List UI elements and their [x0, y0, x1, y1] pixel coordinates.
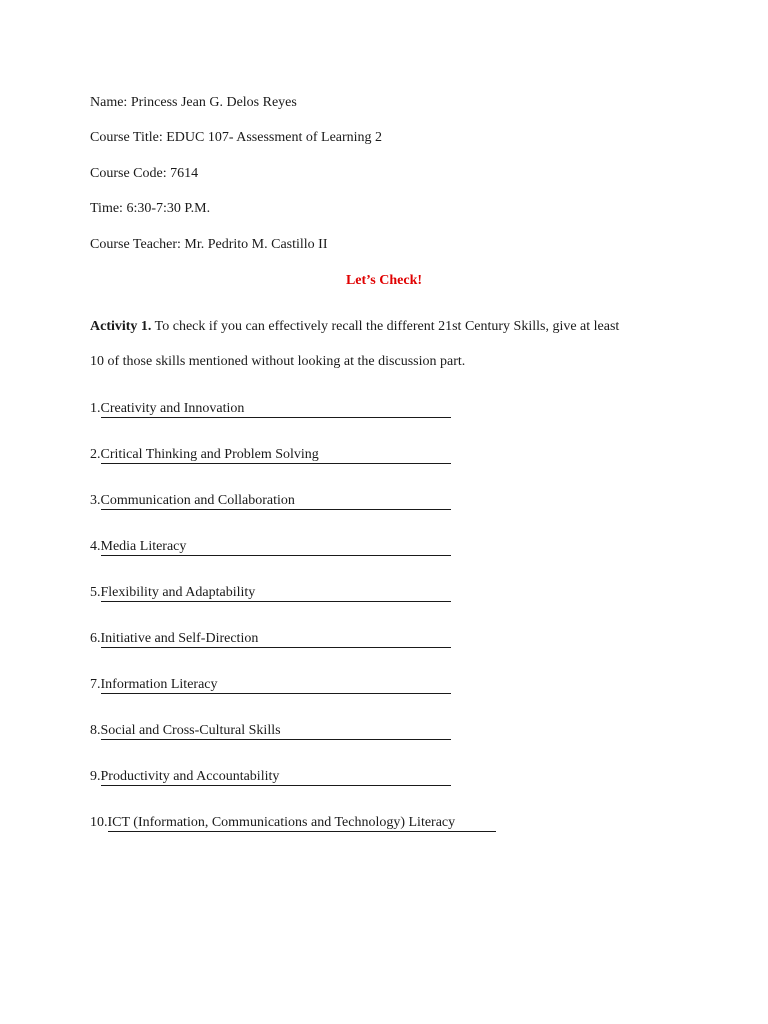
- answer-text: Social and Cross-Cultural Skills: [101, 723, 451, 740]
- answer-item: [90, 584, 451, 602]
- course-title: Course Title: EDUC 107- Assessment of Learning 2: [90, 130, 383, 145]
- answer-number: 5.: [90, 585, 101, 600]
- answer-number: 1.: [90, 401, 101, 416]
- answer-item: [90, 722, 451, 740]
- answer-text: Media Literacy: [101, 539, 451, 556]
- answer-item: [90, 630, 451, 648]
- student-name: Name: Princess Jean G. Delos Reyes: [90, 95, 297, 110]
- answer-number: 6.: [90, 631, 101, 646]
- answer-number: 4.: [90, 539, 101, 554]
- answer-item: [90, 492, 451, 510]
- answer-text: Creativity and Innovation: [101, 401, 451, 418]
- answer-item: [90, 446, 451, 464]
- activity-instruction-text: To check if you can effectively recall the different 21st Century Skills, give at least: [151, 319, 620, 334]
- answer-item: [90, 814, 496, 832]
- answer-number: 2.: [90, 447, 101, 462]
- answer-text: Critical Thinking and Problem Solving: [101, 447, 451, 464]
- answer-item: [90, 538, 451, 556]
- answer-text: Initiative and Self-Direction: [101, 631, 451, 648]
- answer-number: 7.: [90, 677, 101, 692]
- section-title: Let’s Check!: [345, 273, 423, 288]
- answer-text: ICT (Information, Communications and Technology) Literacy: [108, 815, 496, 832]
- activity-instruction-line-1: [90, 318, 619, 336]
- course-code: Course Code: 7614: [90, 166, 199, 181]
- activity-label: Activity 1.: [90, 319, 152, 334]
- course-teacher: Course Teacher: Mr. Pedrito M. Castillo II: [90, 237, 328, 252]
- answer-item: [90, 400, 451, 418]
- answer-text: Communication and Collaboration: [101, 493, 451, 510]
- answer-item: [90, 768, 451, 786]
- answer-text: Flexibility and Adaptability: [101, 585, 451, 602]
- answer-text: Productivity and Accountability: [101, 769, 451, 786]
- answer-item: [90, 676, 451, 694]
- answer-text: Information Literacy: [101, 677, 451, 694]
- answer-number: 3.: [90, 493, 101, 508]
- answer-number: 9.: [90, 769, 101, 784]
- answer-number: 10.: [90, 815, 108, 830]
- activity-instruction-line-2: 10 of those skills mentioned without looking at the discussion part.: [90, 354, 466, 369]
- answer-number: 8.: [90, 723, 101, 738]
- class-time: Time: 6:30-7:30 P.M.: [90, 201, 211, 216]
